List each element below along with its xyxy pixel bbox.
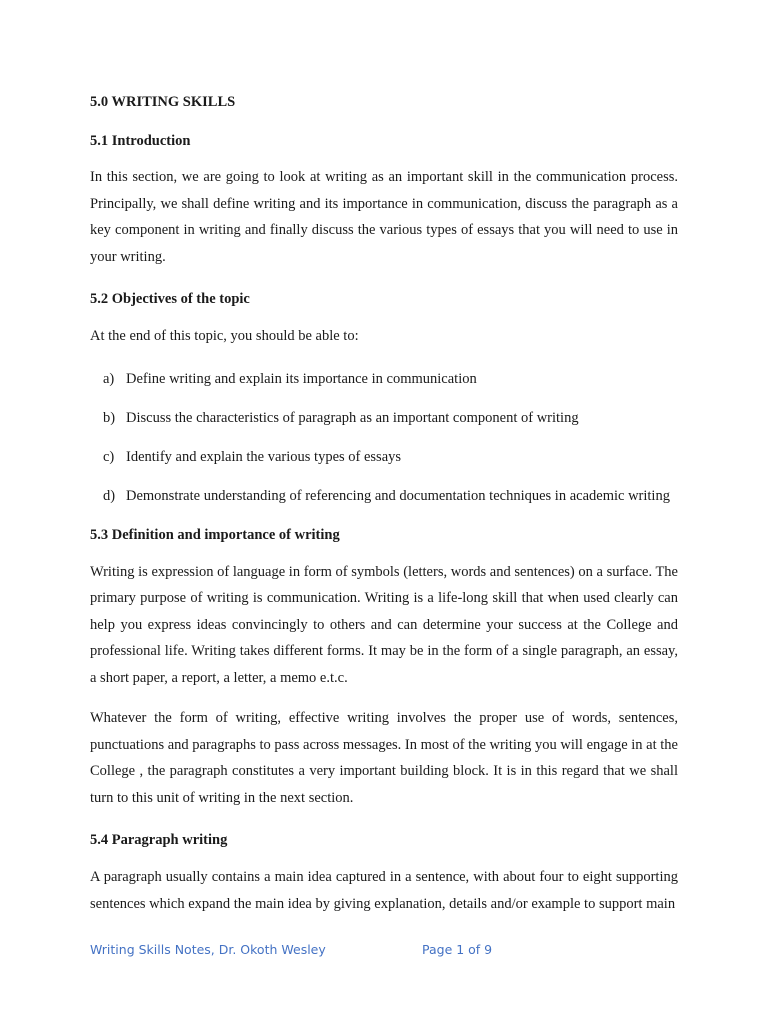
introduction-paragraph: In this section, we are going to look at writing as an important skill in the communication process. Principally, we shall define writing and its importance in communication, discuss the paragraph as a key component in writing and finally discuss the various types of essays that you will need to use in your writing. bbox=[90, 169, 678, 265]
list-marker: d) bbox=[103, 487, 116, 504]
paragraph-writing-paragraph: A paragraph usually contains a main idea captured in a sentence, with about four to eight supporting sentences which expand the main idea by giving explanation, details and/or example to support main bbox=[90, 869, 678, 912]
list-item bbox=[90, 369, 678, 389]
list-item bbox=[90, 447, 678, 467]
list-item-text: Identify and explain the various types of essays bbox=[126, 448, 402, 465]
document-title: 5.0 WRITING SKILLS bbox=[90, 94, 236, 110]
section-heading-paragraph-writing: 5.4 Paragraph writing bbox=[90, 832, 228, 848]
list-item-text: Define writing and explain its importance in communication bbox=[126, 370, 477, 387]
list-marker: b) bbox=[103, 409, 116, 426]
list-item bbox=[90, 408, 678, 428]
list-item-text: Discuss the characteristics of paragraph as an important component of writing bbox=[126, 409, 579, 426]
list-item-text: Demonstrate understanding of referencing and documentation techniques in academic writing bbox=[126, 487, 670, 504]
section-heading-definition: 5.3 Definition and importance of writing bbox=[90, 526, 340, 543]
definition-paragraph-1: Writing is expression of language in form of symbols (letters, words and sentences) on a surface. The primary purpose of writing is communication. Writing is a life-long skill that when used clearly can help you express ideas convincingly to others and can determine your success at the College and professional life. Writing takes different forms. It may be in the form of a single paragraph, an essay, a short paper, a report, a letter, a memo e.t.c. bbox=[90, 563, 678, 686]
section-heading-introduction: 5.1 Introduction bbox=[90, 133, 191, 149]
definition-paragraph-2: Whatever the form of writing, effective writing involves the proper use of words, sentences, punctuations and paragraphs to pass across messages. In most of the writing you will engage in at the College , the paragraph constitutes a very important building block. It is in this regard that we shall turn to this unit of writing in the next section. bbox=[90, 710, 678, 806]
objectives-lead: At the end of this topic, you should be able to: bbox=[90, 328, 359, 344]
objectives-list bbox=[90, 369, 678, 506]
list-marker: a) bbox=[103, 370, 115, 387]
document-page bbox=[90, 84, 678, 917]
list-item bbox=[90, 486, 678, 506]
footer-page-number: Page 1 of 9 bbox=[422, 942, 493, 957]
section-heading-objectives: 5.2 Objectives of the topic bbox=[90, 291, 250, 307]
footer-author: Writing Skills Notes, Dr. Okoth Wesley bbox=[90, 942, 326, 957]
list-marker: c) bbox=[103, 448, 115, 465]
